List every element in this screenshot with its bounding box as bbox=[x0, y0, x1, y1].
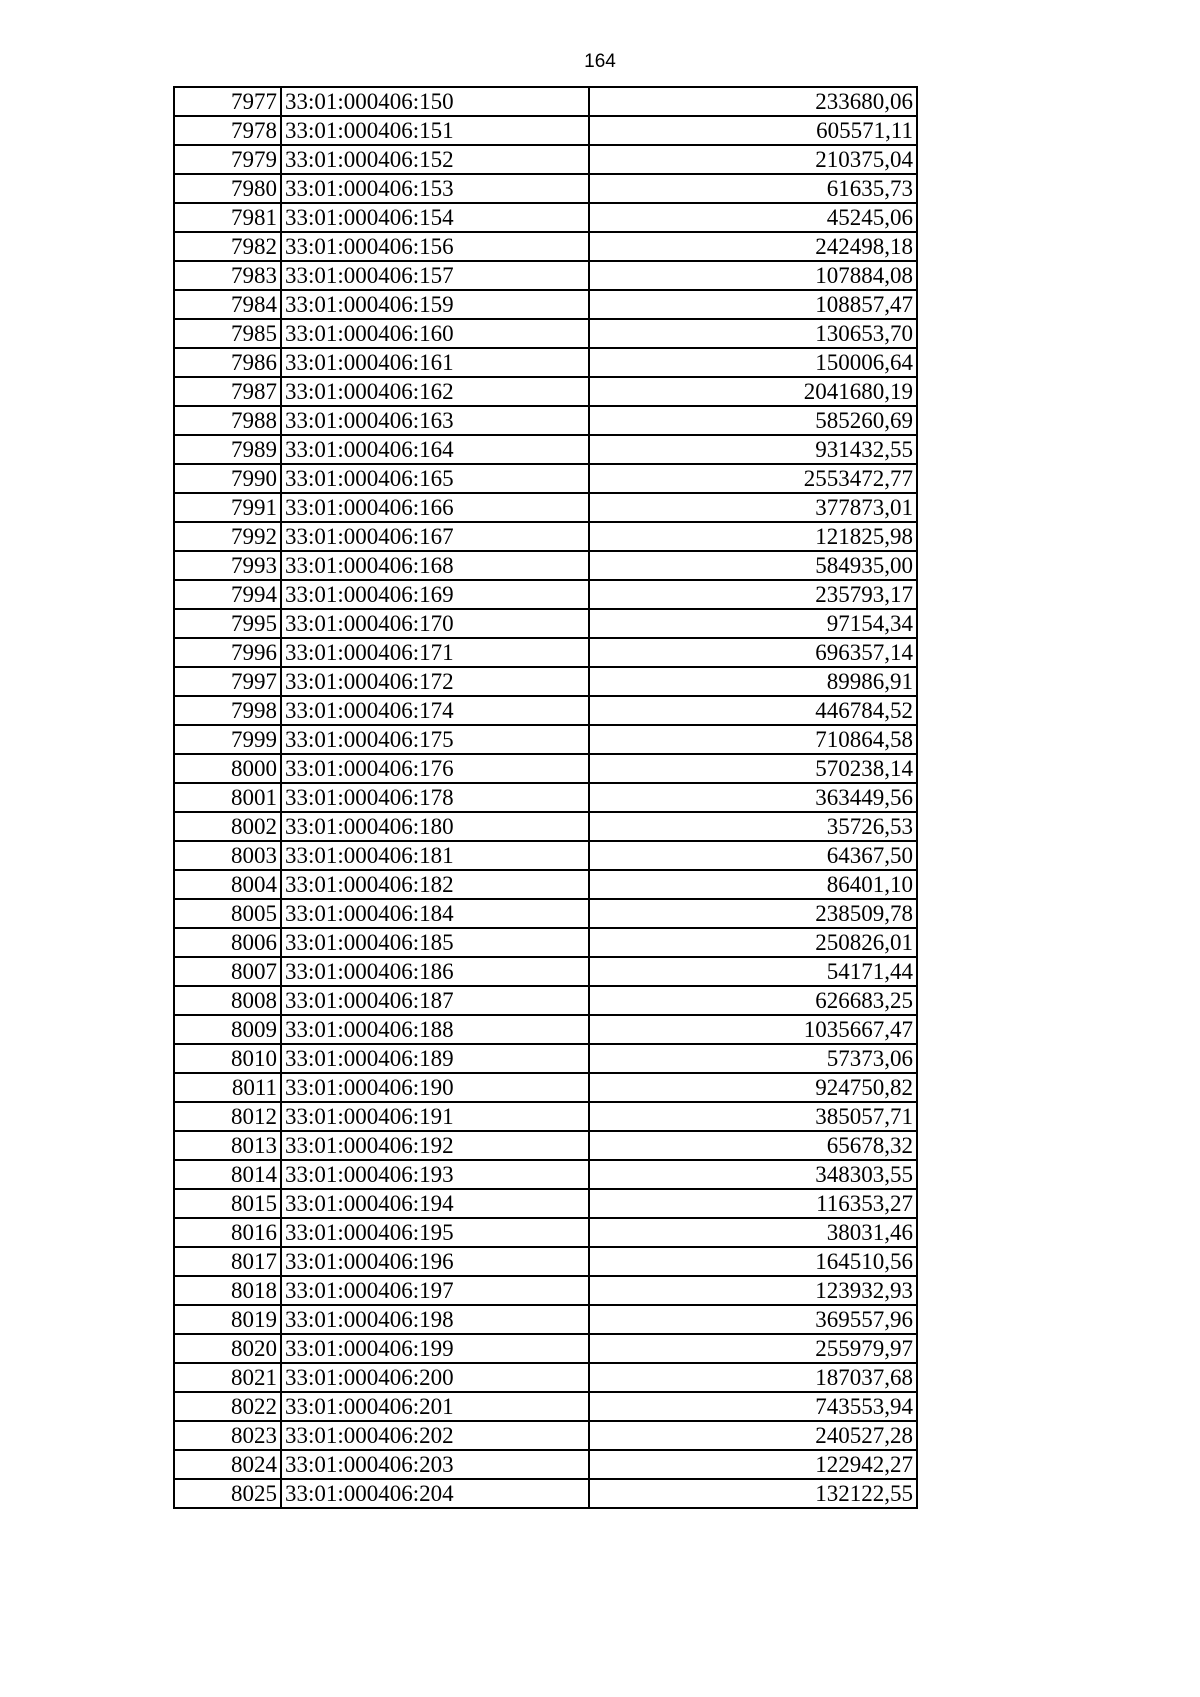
cadastral-number-cell: 33:01:000406:150 bbox=[281, 87, 589, 116]
cadastral-number-cell: 33:01:000406:203 bbox=[281, 1450, 589, 1479]
cadastral-number-cell: 33:01:000406:188 bbox=[281, 1015, 589, 1044]
value-cell: 38031,46 bbox=[589, 1218, 917, 1247]
value-cell: 107884,08 bbox=[589, 261, 917, 290]
cadastral-number-cell: 33:01:000406:159 bbox=[281, 290, 589, 319]
cadastral-number-cell: 33:01:000406:190 bbox=[281, 1073, 589, 1102]
table-row bbox=[174, 1015, 917, 1044]
table-row bbox=[174, 232, 917, 261]
value-cell: 61635,73 bbox=[589, 174, 917, 203]
cadastral-number-cell: 33:01:000406:204 bbox=[281, 1479, 589, 1508]
value-cell: 86401,10 bbox=[589, 870, 917, 899]
table-row bbox=[174, 348, 917, 377]
cadastral-number-cell: 33:01:000406:170 bbox=[281, 609, 589, 638]
value-cell: 57373,06 bbox=[589, 1044, 917, 1073]
table-row bbox=[174, 957, 917, 986]
row-number-cell: 8008 bbox=[174, 986, 281, 1015]
cadastral-number-cell: 33:01:000406:157 bbox=[281, 261, 589, 290]
value-cell: 931432,55 bbox=[589, 435, 917, 464]
row-number-cell: 8003 bbox=[174, 841, 281, 870]
row-number-cell: 8006 bbox=[174, 928, 281, 957]
row-number-cell: 8020 bbox=[174, 1334, 281, 1363]
cadastral-number-cell: 33:01:000406:182 bbox=[281, 870, 589, 899]
cadastral-number-cell: 33:01:000406:186 bbox=[281, 957, 589, 986]
table-row bbox=[174, 580, 917, 609]
cadastral-number-cell: 33:01:000406:168 bbox=[281, 551, 589, 580]
value-cell: 570238,14 bbox=[589, 754, 917, 783]
table-row bbox=[174, 87, 917, 116]
row-number-cell: 7993 bbox=[174, 551, 281, 580]
row-number-cell: 7998 bbox=[174, 696, 281, 725]
cadastral-number-cell: 33:01:000406:151 bbox=[281, 116, 589, 145]
cadastral-number-cell: 33:01:000406:180 bbox=[281, 812, 589, 841]
value-cell: 130653,70 bbox=[589, 319, 917, 348]
cadastral-number-cell: 33:01:000406:196 bbox=[281, 1247, 589, 1276]
row-number-cell: 8022 bbox=[174, 1392, 281, 1421]
table-row bbox=[174, 667, 917, 696]
row-number-cell: 8011 bbox=[174, 1073, 281, 1102]
row-number-cell: 8001 bbox=[174, 783, 281, 812]
row-number-cell: 7986 bbox=[174, 348, 281, 377]
row-number-cell: 8014 bbox=[174, 1160, 281, 1189]
cadastral-number-cell: 33:01:000406:187 bbox=[281, 986, 589, 1015]
table-row bbox=[174, 1479, 917, 1508]
row-number-cell: 7996 bbox=[174, 638, 281, 667]
table-row bbox=[174, 406, 917, 435]
cadastral-number-cell: 33:01:000406:153 bbox=[281, 174, 589, 203]
row-number-cell: 7977 bbox=[174, 87, 281, 116]
value-cell: 446784,52 bbox=[589, 696, 917, 725]
row-number-cell: 8019 bbox=[174, 1305, 281, 1334]
row-number-cell: 8025 bbox=[174, 1479, 281, 1508]
cadastral-number-cell: 33:01:000406:193 bbox=[281, 1160, 589, 1189]
cadastral-number-cell: 33:01:000406:166 bbox=[281, 493, 589, 522]
value-cell: 743553,94 bbox=[589, 1392, 917, 1421]
value-cell: 240527,28 bbox=[589, 1421, 917, 1450]
cadastral-number-cell: 33:01:000406:169 bbox=[281, 580, 589, 609]
value-cell: 584935,00 bbox=[589, 551, 917, 580]
value-cell: 35726,53 bbox=[589, 812, 917, 841]
table-row bbox=[174, 1189, 917, 1218]
value-cell: 710864,58 bbox=[589, 725, 917, 754]
row-number-cell: 7997 bbox=[174, 667, 281, 696]
row-number-cell: 8017 bbox=[174, 1247, 281, 1276]
value-cell: 45245,06 bbox=[589, 203, 917, 232]
value-cell: 122942,27 bbox=[589, 1450, 917, 1479]
cadastral-number-cell: 33:01:000406:171 bbox=[281, 638, 589, 667]
table-row bbox=[174, 261, 917, 290]
value-cell: 255979,97 bbox=[589, 1334, 917, 1363]
value-cell: 187037,68 bbox=[589, 1363, 917, 1392]
cadastral-number-cell: 33:01:000406:194 bbox=[281, 1189, 589, 1218]
table-row bbox=[174, 1102, 917, 1131]
table-row bbox=[174, 551, 917, 580]
table-row bbox=[174, 609, 917, 638]
value-cell: 210375,04 bbox=[589, 145, 917, 174]
table-row bbox=[174, 116, 917, 145]
table-row bbox=[174, 986, 917, 1015]
value-cell: 924750,82 bbox=[589, 1073, 917, 1102]
value-cell: 65678,32 bbox=[589, 1131, 917, 1160]
value-cell: 233680,06 bbox=[589, 87, 917, 116]
table-row bbox=[174, 464, 917, 493]
row-number-cell: 7985 bbox=[174, 319, 281, 348]
row-number-cell: 7995 bbox=[174, 609, 281, 638]
value-cell: 369557,96 bbox=[589, 1305, 917, 1334]
row-number-cell: 8012 bbox=[174, 1102, 281, 1131]
table-row bbox=[174, 174, 917, 203]
row-number-cell: 7982 bbox=[174, 232, 281, 261]
value-cell: 585260,69 bbox=[589, 406, 917, 435]
table-row bbox=[174, 1044, 917, 1073]
cadastral-number-cell: 33:01:000406:152 bbox=[281, 145, 589, 174]
value-cell: 123932,93 bbox=[589, 1276, 917, 1305]
table-row bbox=[174, 493, 917, 522]
row-number-cell: 7979 bbox=[174, 145, 281, 174]
table-row bbox=[174, 696, 917, 725]
value-cell: 150006,64 bbox=[589, 348, 917, 377]
value-cell: 132122,55 bbox=[589, 1479, 917, 1508]
table-row bbox=[174, 812, 917, 841]
cadastral-number-cell: 33:01:000406:189 bbox=[281, 1044, 589, 1073]
value-cell: 89986,91 bbox=[589, 667, 917, 696]
row-number-cell: 8013 bbox=[174, 1131, 281, 1160]
table-row bbox=[174, 1131, 917, 1160]
value-cell: 235793,17 bbox=[589, 580, 917, 609]
row-number-cell: 8004 bbox=[174, 870, 281, 899]
value-cell: 2041680,19 bbox=[589, 377, 917, 406]
row-number-cell: 8000 bbox=[174, 754, 281, 783]
table-row bbox=[174, 290, 917, 319]
table-row bbox=[174, 203, 917, 232]
cadastral-number-cell: 33:01:000406:172 bbox=[281, 667, 589, 696]
table-row bbox=[174, 435, 917, 464]
cadastral-number-cell: 33:01:000406:202 bbox=[281, 1421, 589, 1450]
value-cell: 238509,78 bbox=[589, 899, 917, 928]
table-row bbox=[174, 1450, 917, 1479]
row-number-cell: 7983 bbox=[174, 261, 281, 290]
row-number-cell: 8009 bbox=[174, 1015, 281, 1044]
cadastral-number-cell: 33:01:000406:195 bbox=[281, 1218, 589, 1247]
cadastral-number-cell: 33:01:000406:181 bbox=[281, 841, 589, 870]
value-cell: 54171,44 bbox=[589, 957, 917, 986]
value-cell: 385057,71 bbox=[589, 1102, 917, 1131]
table-row bbox=[174, 1247, 917, 1276]
row-number-cell: 7989 bbox=[174, 435, 281, 464]
table-row bbox=[174, 754, 917, 783]
row-number-cell: 8021 bbox=[174, 1363, 281, 1392]
cadastral-number-cell: 33:01:000406:156 bbox=[281, 232, 589, 261]
table-row bbox=[174, 1218, 917, 1247]
table-row bbox=[174, 1421, 917, 1450]
cadastral-number-cell: 33:01:000406:154 bbox=[281, 203, 589, 232]
row-number-cell: 7980 bbox=[174, 174, 281, 203]
table-row bbox=[174, 319, 917, 348]
cadastral-number-cell: 33:01:000406:199 bbox=[281, 1334, 589, 1363]
value-cell: 1035667,47 bbox=[589, 1015, 917, 1044]
cadastral-number-cell: 33:01:000406:197 bbox=[281, 1276, 589, 1305]
row-number-cell: 7981 bbox=[174, 203, 281, 232]
row-number-cell: 7999 bbox=[174, 725, 281, 754]
table-row bbox=[174, 899, 917, 928]
table-row bbox=[174, 1363, 917, 1392]
value-cell: 116353,27 bbox=[589, 1189, 917, 1218]
page-number: 164 bbox=[584, 51, 616, 72]
row-number-cell: 8016 bbox=[174, 1218, 281, 1247]
cadastral-number-cell: 33:01:000406:200 bbox=[281, 1363, 589, 1392]
value-cell: 164510,56 bbox=[589, 1247, 917, 1276]
cadastral-number-cell: 33:01:000406:174 bbox=[281, 696, 589, 725]
row-number-cell: 8002 bbox=[174, 812, 281, 841]
table-row bbox=[174, 870, 917, 899]
value-cell: 108857,47 bbox=[589, 290, 917, 319]
cadastral-number-cell: 33:01:000406:192 bbox=[281, 1131, 589, 1160]
row-number-cell: 7994 bbox=[174, 580, 281, 609]
row-number-cell: 8024 bbox=[174, 1450, 281, 1479]
table-row bbox=[174, 377, 917, 406]
value-cell: 121825,98 bbox=[589, 522, 917, 551]
cadastral-number-cell: 33:01:000406:160 bbox=[281, 319, 589, 348]
table-row bbox=[174, 725, 917, 754]
row-number-cell: 8010 bbox=[174, 1044, 281, 1073]
cadastral-number-cell: 33:01:000406:176 bbox=[281, 754, 589, 783]
value-cell: 377873,01 bbox=[589, 493, 917, 522]
table-body bbox=[174, 87, 917, 1508]
cadastral-number-cell: 33:01:000406:161 bbox=[281, 348, 589, 377]
cadastral-number-cell: 33:01:000406:201 bbox=[281, 1392, 589, 1421]
row-number-cell: 7987 bbox=[174, 377, 281, 406]
row-number-cell: 7988 bbox=[174, 406, 281, 435]
row-number-cell: 7991 bbox=[174, 493, 281, 522]
row-number-cell: 7984 bbox=[174, 290, 281, 319]
value-cell: 242498,18 bbox=[589, 232, 917, 261]
row-number-cell: 8018 bbox=[174, 1276, 281, 1305]
value-cell: 2553472,77 bbox=[589, 464, 917, 493]
value-cell: 363449,56 bbox=[589, 783, 917, 812]
row-number-cell: 8023 bbox=[174, 1421, 281, 1450]
cadastral-number-cell: 33:01:000406:184 bbox=[281, 899, 589, 928]
row-number-cell: 7992 bbox=[174, 522, 281, 551]
value-cell: 250826,01 bbox=[589, 928, 917, 957]
cadastral-value-table bbox=[173, 86, 918, 1509]
table-row bbox=[174, 1160, 917, 1189]
table-row bbox=[174, 783, 917, 812]
table-row bbox=[174, 1334, 917, 1363]
cadastral-number-cell: 33:01:000406:185 bbox=[281, 928, 589, 957]
row-number-cell: 7978 bbox=[174, 116, 281, 145]
cadastral-number-cell: 33:01:000406:167 bbox=[281, 522, 589, 551]
value-cell: 605571,11 bbox=[589, 116, 917, 145]
cadastral-number-cell: 33:01:000406:162 bbox=[281, 377, 589, 406]
value-cell: 348303,55 bbox=[589, 1160, 917, 1189]
table-row bbox=[174, 638, 917, 667]
table-row bbox=[174, 1392, 917, 1421]
cadastral-number-cell: 33:01:000406:198 bbox=[281, 1305, 589, 1334]
table-row bbox=[174, 841, 917, 870]
cadastral-number-cell: 33:01:000406:178 bbox=[281, 783, 589, 812]
row-number-cell: 8015 bbox=[174, 1189, 281, 1218]
table-row bbox=[174, 145, 917, 174]
cadastral-number-cell: 33:01:000406:165 bbox=[281, 464, 589, 493]
cadastral-number-cell: 33:01:000406:163 bbox=[281, 406, 589, 435]
value-cell: 626683,25 bbox=[589, 986, 917, 1015]
cadastral-number-cell: 33:01:000406:175 bbox=[281, 725, 589, 754]
table-row bbox=[174, 522, 917, 551]
table-row bbox=[174, 1276, 917, 1305]
table-row bbox=[174, 1073, 917, 1102]
table-row bbox=[174, 928, 917, 957]
table-row bbox=[174, 1305, 917, 1334]
value-cell: 97154,34 bbox=[589, 609, 917, 638]
row-number-cell: 7990 bbox=[174, 464, 281, 493]
row-number-cell: 8007 bbox=[174, 957, 281, 986]
cadastral-number-cell: 33:01:000406:164 bbox=[281, 435, 589, 464]
cadastral-number-cell: 33:01:000406:191 bbox=[281, 1102, 589, 1131]
row-number-cell: 8005 bbox=[174, 899, 281, 928]
value-cell: 64367,50 bbox=[589, 841, 917, 870]
value-cell: 696357,14 bbox=[589, 638, 917, 667]
